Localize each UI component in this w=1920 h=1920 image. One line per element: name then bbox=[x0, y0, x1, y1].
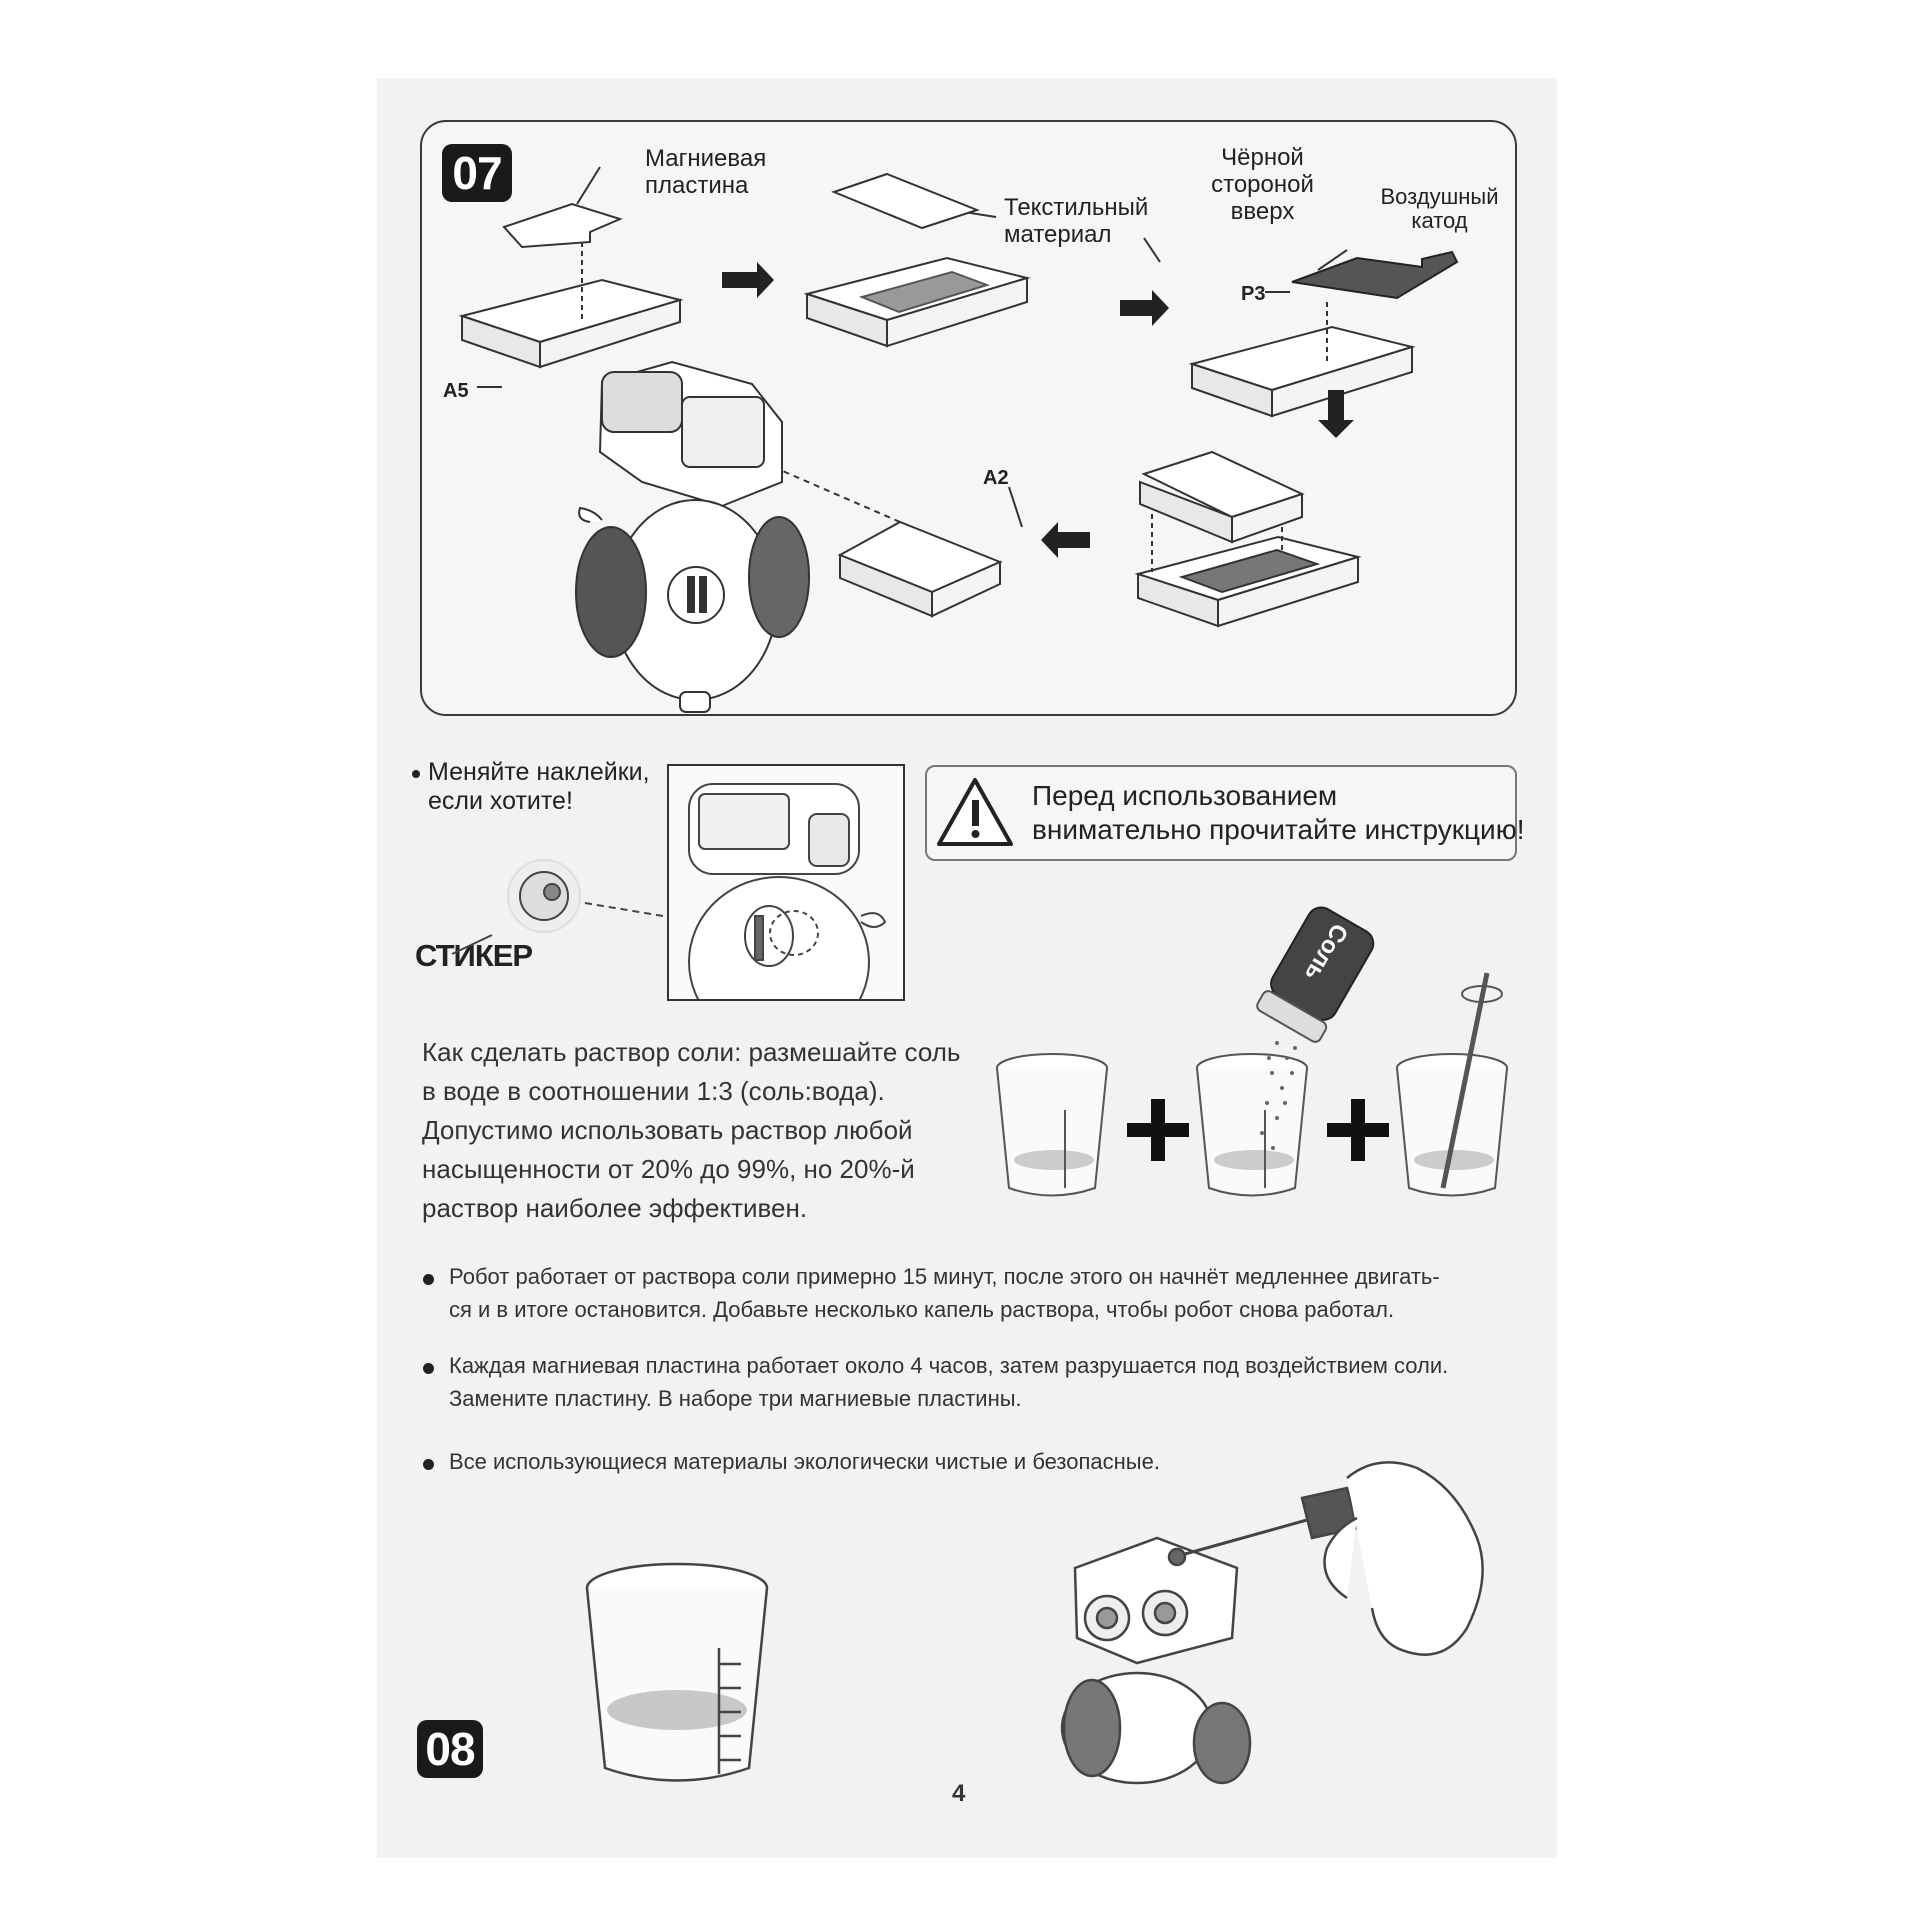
part-a5: A5 bbox=[443, 380, 469, 402]
step-07-badge: 07 bbox=[442, 144, 512, 202]
bullet-3 bbox=[449, 1445, 1160, 1478]
warning-icon bbox=[935, 772, 1015, 852]
salt-line-5: раствор наиболее эффективен. bbox=[422, 1193, 808, 1223]
warning-line-1: Перед использованием bbox=[1032, 780, 1338, 811]
robot-dropper-illustration bbox=[1057, 1458, 1517, 1788]
bullet-1-line-2: ся и в итоге остановится. Добавьте несколько капель раствора, чтобы робот снова работал. bbox=[449, 1297, 1395, 1322]
warning-line-2: внимательно прочитайте инструкцию! bbox=[1032, 814, 1525, 845]
salt-line-4: насыщенности от 20% до 99%, но 20%-й bbox=[422, 1154, 915, 1184]
label-black-side-up: Чёрной стороной вверх bbox=[1211, 144, 1314, 225]
manual-page bbox=[377, 78, 1557, 1858]
step-07-panel bbox=[420, 120, 1517, 716]
sticker-note-bullet bbox=[412, 770, 420, 778]
robot-closeup-illustration bbox=[669, 766, 903, 999]
bullet-dot-3 bbox=[423, 1459, 434, 1470]
bullet-1-line-1: Робот работает от раствора соли примерно 15 минут, после этого он начнёт медленнее двигать- bbox=[449, 1264, 1440, 1289]
salt-mixing-illustration bbox=[977, 898, 1537, 1228]
bullet-3-line-1: Все использующиеся материалы экологически чистые и безопасные. bbox=[449, 1449, 1160, 1474]
salt-line-1: Как сделать раствор соли: размешайте соль bbox=[422, 1037, 961, 1067]
salt-jar-label: Соль bbox=[1299, 918, 1354, 986]
warning-box bbox=[925, 765, 1525, 861]
bullet-2 bbox=[449, 1349, 1448, 1415]
label-air-cathode: Воздушный катод bbox=[1380, 184, 1499, 233]
bullet-2-line-1: Каждая магниевая пластина работает около 4 часов, затем разрушается под воздействием соли. bbox=[449, 1353, 1449, 1378]
sticker-note: Меняйте наклейки, если хотите! bbox=[428, 758, 650, 815]
sticker-label: СТИКЕР bbox=[415, 938, 533, 973]
bullet-dot-2 bbox=[423, 1363, 434, 1374]
label-textile-material: Текстильный материал bbox=[1004, 194, 1149, 248]
salt-line-3: Допустимо использовать раствор любой bbox=[422, 1115, 913, 1145]
step-08-badge: 08 bbox=[417, 1720, 483, 1778]
step-07-illustration bbox=[422, 122, 1515, 714]
bullet-dot-1 bbox=[423, 1274, 434, 1285]
salt-solution-instructions bbox=[422, 1033, 982, 1228]
part-p3: P3 bbox=[1241, 283, 1266, 305]
bullet-1 bbox=[449, 1260, 1440, 1326]
sticker-robot-frame bbox=[667, 764, 905, 1001]
salt-line-2: в воде в соотношении 1:3 (соль:вода). bbox=[422, 1076, 885, 1106]
page-number: 4 bbox=[952, 1780, 966, 1807]
label-magnesium-plate: Магниевая пластина bbox=[645, 145, 767, 199]
measuring-cup-illustration bbox=[577, 1548, 777, 1798]
bullet-2-line-2: Замените пластину. В наборе три магниевые пластины. bbox=[449, 1386, 1022, 1411]
part-a2: A2 bbox=[983, 467, 1009, 489]
